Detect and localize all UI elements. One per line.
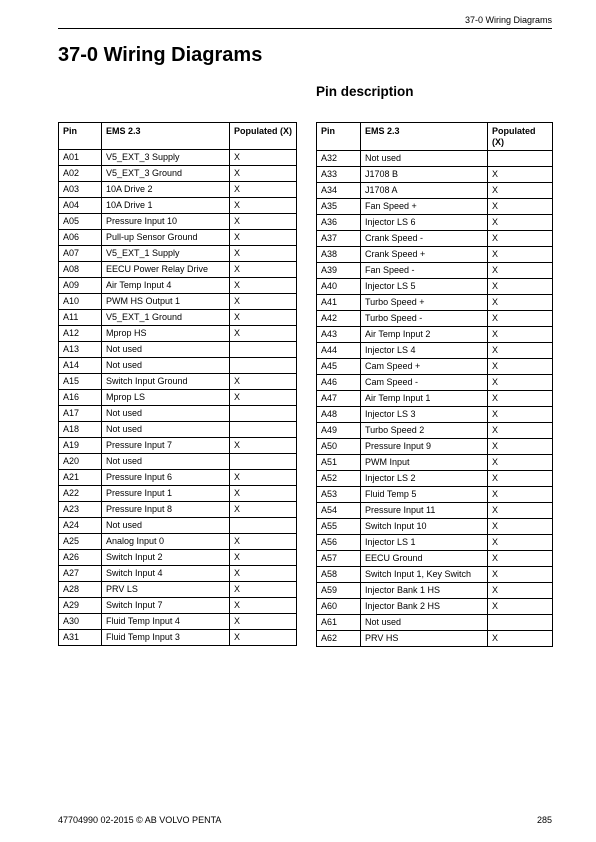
signal-cell: Pressure Input 1 [102,486,230,502]
column-header-pin: Pin [59,123,102,150]
signal-cell: Crank Speed + [361,247,488,263]
populated-cell [488,151,553,167]
signal-cell: Switch Input 1, Key Switch [361,567,488,583]
table-row [317,615,553,631]
table-row [317,503,553,519]
pin-cell: A29 [59,598,102,614]
pin-cell: A35 [317,199,361,215]
table-header-row [317,123,553,151]
table-row [317,167,553,183]
signal-cell: Not used [102,342,230,358]
table-row [317,151,553,167]
pin-cell: A34 [317,183,361,199]
pin-cell: A18 [59,422,102,438]
populated-cell: X [488,471,553,487]
populated-cell: X [230,278,297,294]
table-row [59,150,297,166]
populated-cell [230,454,297,470]
pin-cell: A14 [59,358,102,374]
table-row [59,630,297,646]
signal-cell: Fluid Temp Input 4 [102,614,230,630]
populated-cell: X [488,407,553,423]
table-row [317,487,553,503]
signal-cell: Injector LS 6 [361,215,488,231]
populated-cell: X [488,535,553,551]
table-row [317,279,553,295]
populated-cell: X [488,519,553,535]
signal-cell: Fan Speed - [361,263,488,279]
table-row [59,486,297,502]
populated-cell: X [230,214,297,230]
table-row [59,566,297,582]
populated-cell: X [488,199,553,215]
table-row [317,599,553,615]
pin-table-right [316,122,553,647]
populated-cell: X [230,310,297,326]
populated-cell: X [230,582,297,598]
populated-cell: X [230,534,297,550]
populated-cell [488,615,553,631]
signal-cell: Not used [361,151,488,167]
signal-cell: J1708 B [361,167,488,183]
pin-cell: A06 [59,230,102,246]
pin-cell: A43 [317,327,361,343]
pin-cell: A36 [317,215,361,231]
pin-cell: A23 [59,502,102,518]
signal-cell: PRV HS [361,631,488,647]
pin-cell: A25 [59,534,102,550]
pin-cell: A10 [59,294,102,310]
signal-cell: Switch Input 4 [102,566,230,582]
table-row [317,455,553,471]
signal-cell: Fluid Temp Input 3 [102,630,230,646]
table-row [317,231,553,247]
signal-cell: Switch Input 7 [102,598,230,614]
pin-cell: A16 [59,390,102,406]
signal-cell: V5_EXT_1 Ground [102,310,230,326]
table-row [59,470,297,486]
populated-cell: X [230,390,297,406]
table-row [59,326,297,342]
table-row [317,247,553,263]
signal-cell: Crank Speed - [361,231,488,247]
signal-cell: Injector LS 1 [361,535,488,551]
table-row [317,583,553,599]
signal-cell: Injector Bank 1 HS [361,583,488,599]
pin-cell: A38 [317,247,361,263]
column-header-populated: Populated (X) [488,123,553,151]
pin-cell: A30 [59,614,102,630]
pin-cell: A48 [317,407,361,423]
signal-cell: Turbo Speed + [361,295,488,311]
pin-cell: A32 [317,151,361,167]
table-row [59,358,297,374]
pin-cell: A03 [59,182,102,198]
populated-cell [230,422,297,438]
pin-cell: A49 [317,423,361,439]
signal-cell: Turbo Speed 2 [361,423,488,439]
populated-cell: X [488,343,553,359]
pin-table-right-body [317,151,553,647]
populated-cell: X [230,614,297,630]
column-header-ems: EMS 2.3 [361,123,488,151]
populated-cell: X [488,359,553,375]
signal-cell: Not used [361,615,488,631]
signal-cell: 10A Drive 2 [102,182,230,198]
footer-page-number: 285 [536,815,552,825]
table-row [317,567,553,583]
populated-cell: X [230,246,297,262]
table-header-row [59,123,297,150]
populated-cell [230,358,297,374]
populated-cell: X [488,183,553,199]
pin-cell: A11 [59,310,102,326]
table-row [317,327,553,343]
table-row [317,375,553,391]
populated-cell: X [488,231,553,247]
pin-cell: A40 [317,279,361,295]
pin-cell: A52 [317,471,361,487]
signal-cell: V5_EXT_3 Ground [102,166,230,182]
pin-cell: A60 [317,599,361,615]
table-row [317,519,553,535]
signal-cell: Mprop HS [102,326,230,342]
pin-cell: A27 [59,566,102,582]
table-row [59,534,297,550]
pin-cell: A47 [317,391,361,407]
pin-cell: A09 [59,278,102,294]
table-row [317,535,553,551]
pin-cell: A56 [317,535,361,551]
signal-cell: EECU Ground [361,551,488,567]
pin-cell: A15 [59,374,102,390]
pin-cell: A37 [317,231,361,247]
page-title: 37-0 Wiring Diagrams [58,44,263,66]
pin-cell: A61 [317,615,361,631]
populated-cell: X [488,375,553,391]
pin-cell: A05 [59,214,102,230]
table-row [317,295,553,311]
table-row [317,359,553,375]
signal-cell: Injector LS 4 [361,343,488,359]
signal-cell: Air Temp Input 2 [361,327,488,343]
signal-cell: Air Temp Input 1 [361,391,488,407]
populated-cell: X [230,182,297,198]
table-row [59,374,297,390]
pin-cell: A19 [59,438,102,454]
signal-cell: Turbo Speed - [361,311,488,327]
signal-cell: EECU Power Relay Drive [102,262,230,278]
pin-cell: A55 [317,519,361,535]
populated-cell: X [230,262,297,278]
populated-cell: X [230,326,297,342]
table-row [317,311,553,327]
table-row [59,454,297,470]
pin-cell: A28 [59,582,102,598]
pin-cell: A13 [59,342,102,358]
table-row [59,294,297,310]
table-row [59,550,297,566]
signal-cell: Pressure Input 10 [102,214,230,230]
populated-cell: X [230,374,297,390]
populated-cell: X [488,327,553,343]
pin-cell: A50 [317,439,361,455]
header-rule [58,28,552,29]
signal-cell: Analog Input 0 [102,534,230,550]
pin-cell: A17 [59,406,102,422]
table-row [317,263,553,279]
table-row [59,246,297,262]
populated-cell: X [488,487,553,503]
table-row [59,390,297,406]
pin-cell: A31 [59,630,102,646]
pin-cell: A20 [59,454,102,470]
populated-cell: X [488,631,553,647]
signal-cell: Not used [102,454,230,470]
populated-cell: X [488,311,553,327]
table-row [59,502,297,518]
pin-cell: A26 [59,550,102,566]
signal-cell: Fluid Temp 5 [361,487,488,503]
column-header-populated: Populated (X) [230,123,297,150]
populated-cell [230,406,297,422]
table-row [317,391,553,407]
pin-cell: A21 [59,470,102,486]
populated-cell: X [488,295,553,311]
table-row [59,230,297,246]
table-row [59,422,297,438]
populated-cell: X [488,439,553,455]
table-row [317,551,553,567]
populated-cell [230,342,297,358]
table-row [59,342,297,358]
populated-cell: X [230,470,297,486]
footer-doc-id: 47704990 02-2015 © AB VOLVO PENTA [58,815,222,825]
populated-cell: X [230,566,297,582]
pin-cell: A04 [59,198,102,214]
pin-cell: A41 [317,295,361,311]
populated-cell: X [230,502,297,518]
signal-cell: Air Temp Input 4 [102,278,230,294]
signal-cell: Mprop LS [102,390,230,406]
signal-cell: Cam Speed - [361,375,488,391]
pin-cell: A22 [59,486,102,502]
signal-cell: Injector Bank 2 HS [361,599,488,615]
signal-cell: V5_EXT_3 Supply [102,150,230,166]
table-row [59,182,297,198]
signal-cell: Switch Input 10 [361,519,488,535]
table-row [317,215,553,231]
running-header: 37-0 Wiring Diagrams [464,15,552,25]
table-row [317,631,553,647]
table-row [59,278,297,294]
table-row [59,614,297,630]
populated-cell: X [230,630,297,646]
pin-cell: A08 [59,262,102,278]
populated-cell: X [488,567,553,583]
populated-cell: X [488,583,553,599]
signal-cell: V5_EXT_1 Supply [102,246,230,262]
table-row [59,262,297,278]
signal-cell: 10A Drive 1 [102,198,230,214]
section-title: Pin description [316,84,414,99]
pin-cell: A53 [317,487,361,503]
signal-cell: Not used [102,406,230,422]
signal-cell: Switch Input 2 [102,550,230,566]
signal-cell: Cam Speed + [361,359,488,375]
populated-cell: X [488,391,553,407]
populated-cell [230,518,297,534]
pin-cell: A07 [59,246,102,262]
signal-cell: PWM HS Output 1 [102,294,230,310]
signal-cell: PWM Input [361,455,488,471]
pin-table-left [58,122,297,646]
table-row [59,518,297,534]
pin-cell: A46 [317,375,361,391]
column-header-ems: EMS 2.3 [102,123,230,150]
signal-cell: Injector LS 3 [361,407,488,423]
pin-cell: A51 [317,455,361,471]
table-row [317,343,553,359]
populated-cell: X [230,598,297,614]
signal-cell: Not used [102,518,230,534]
table-row [317,407,553,423]
populated-cell: X [488,215,553,231]
signal-cell: J1708 A [361,183,488,199]
signal-cell: Injector LS 2 [361,471,488,487]
pin-cell: A59 [317,583,361,599]
table-row [59,166,297,182]
table-row [317,439,553,455]
signal-cell: Pressure Input 6 [102,470,230,486]
column-header-pin: Pin [317,123,361,151]
populated-cell: X [488,167,553,183]
populated-cell: X [230,166,297,182]
populated-cell: X [488,279,553,295]
pin-cell: A01 [59,150,102,166]
pin-cell: A45 [317,359,361,375]
populated-cell: X [230,294,297,310]
signal-cell: Not used [102,358,230,374]
pin-cell: A42 [317,311,361,327]
pin-cell: A02 [59,166,102,182]
populated-cell: X [230,150,297,166]
signal-cell: Pressure Input 8 [102,502,230,518]
pin-cell: A33 [317,167,361,183]
pin-cell: A39 [317,263,361,279]
populated-cell: X [488,455,553,471]
signal-cell: Switch Input Ground [102,374,230,390]
table-row [317,423,553,439]
populated-cell: X [488,423,553,439]
table-row [59,406,297,422]
signal-cell: Pressure Input 7 [102,438,230,454]
signal-cell: Not used [102,422,230,438]
populated-cell: X [488,551,553,567]
signal-cell: Pull-up Sensor Ground [102,230,230,246]
pin-cell: A62 [317,631,361,647]
populated-cell: X [230,230,297,246]
pin-cell: A58 [317,567,361,583]
table-row [59,582,297,598]
pin-cell: A54 [317,503,361,519]
pin-cell: A24 [59,518,102,534]
table-row [317,183,553,199]
populated-cell: X [488,503,553,519]
table-row [59,438,297,454]
populated-cell: X [230,198,297,214]
populated-cell: X [230,438,297,454]
signal-cell: Fan Speed + [361,199,488,215]
pin-table-left-body [59,150,297,646]
populated-cell: X [230,550,297,566]
populated-cell: X [488,263,553,279]
table-row [59,310,297,326]
signal-cell: Pressure Input 9 [361,439,488,455]
pin-cell: A12 [59,326,102,342]
table-row [59,598,297,614]
signal-cell: Injector LS 5 [361,279,488,295]
pin-cell: A44 [317,343,361,359]
table-row [317,471,553,487]
signal-cell: Pressure Input 11 [361,503,488,519]
populated-cell: X [488,247,553,263]
table-row [317,199,553,215]
pin-cell: A57 [317,551,361,567]
populated-cell: X [488,599,553,615]
signal-cell: PRV LS [102,582,230,598]
populated-cell: X [230,486,297,502]
table-row [59,214,297,230]
table-row [59,198,297,214]
